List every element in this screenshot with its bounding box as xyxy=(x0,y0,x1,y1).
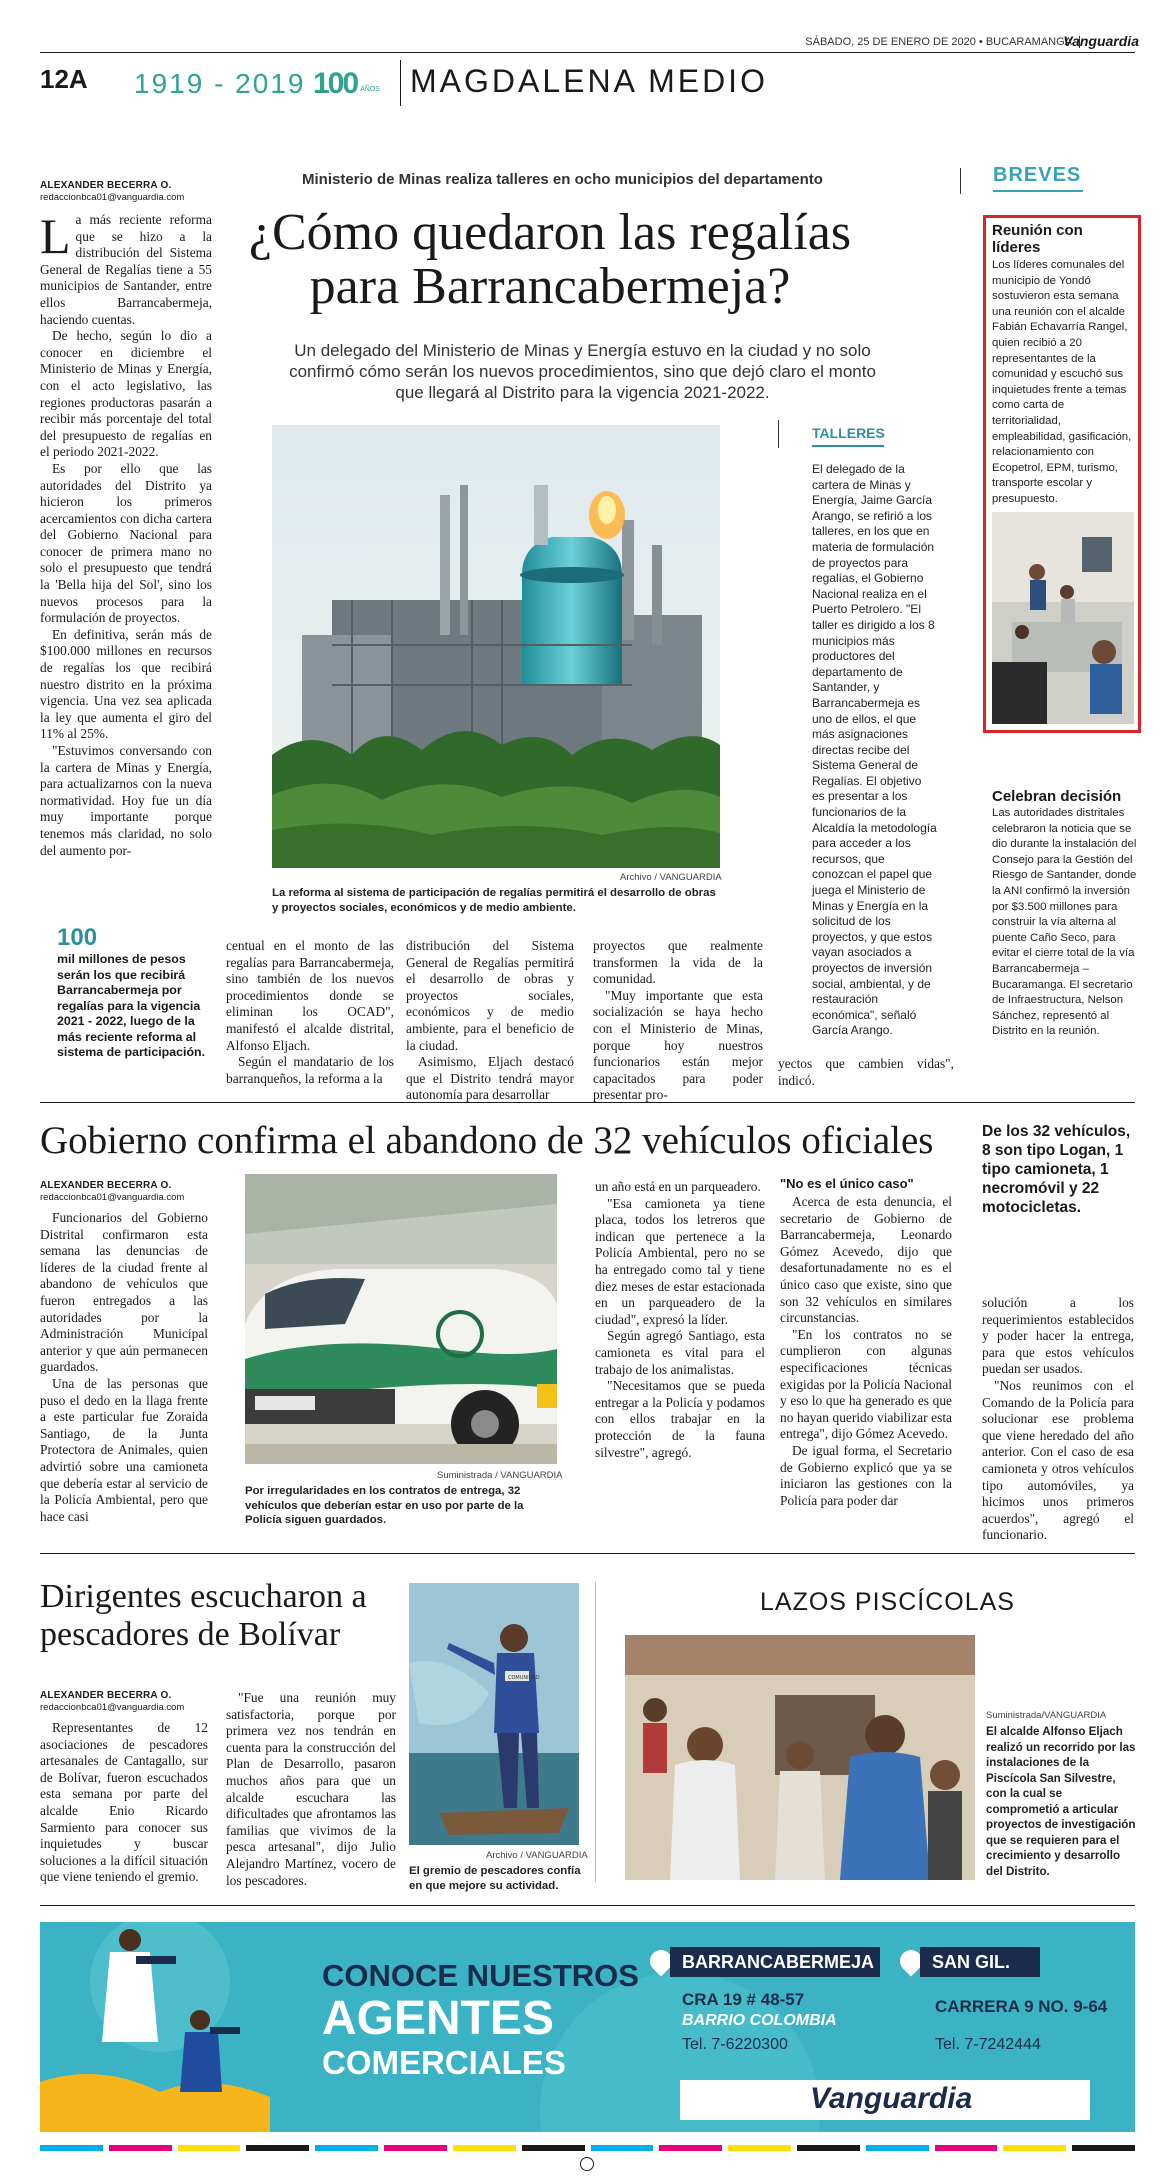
vehicles-col5: solución a los requerimientos establecidos y poder hacer la entrega, para que estos vehículos puedan ser usados. "Nos reunimos con el Comando de la Policía para solucionar ese problema que viene heredado del año anterior. Con el caso de esa camioneta y otros vehículos tipo automóviles, ya hicimos unos primeros acuerdos", agregó el funcionario. xyxy=(982,1295,1134,1543)
talleres-text: El delegado de la cartera de Minas y Energía, Jaime García Arango, se refirió a los talleres, en los que en materia de formulación de proyectos para regalías, el Gobierno Nacional realiza en el Puerto Petrolero. "El taller es dirigido a los 8 municipios más productores del departamento de Santander, y Barrancabermeja es uno de ellos, el que más asignaciones directas recibe del Sistema General de Regalías. El objetivo es presentar a los funcionarios de la Alcaldía la metodología para acceder a los recursos, que conozcan el papel que juega el Ministerio de Minas y Energía en la solicitud de los proyectos, y que estos vayan asociados a proyectos de inversión social, ambiental, y de restauración económica", señaló García Arango. xyxy=(812,462,937,1038)
section-rule-1 xyxy=(40,1102,1135,1103)
main-deck: Un delegado del Ministerio de Minas y Energía estuvo en la ciudad y no solo confirmó cómo serán los nuevos procedimientos, sino que dejó claro el monto que llegará al Distrito para la vigencia 2021-2022. xyxy=(289,341,876,402)
main-col5: yectos que cambien vidas", indicó. xyxy=(778,1056,954,1088)
ad-line2: AGENTES xyxy=(322,1992,555,2045)
ad-city1: BARRANCABERMEJA xyxy=(682,1952,875,1972)
fisherman-photo-credit: Archivo / VANGUARDIA xyxy=(486,1850,588,1861)
main-headline: ¿Cómo quedaron las regalías para Barrancabermeja? xyxy=(248,204,852,315)
vehicles-headline: Gobierno confirma el abandono de 32 vehículos oficiales xyxy=(40,1119,934,1162)
ad-addr2: CARRERA 9 NO. 9-64 xyxy=(935,1997,1108,2016)
registration-target-icon xyxy=(580,2157,594,2171)
fisherman-photo-caption: El gremio de pescadores confía en que mejore su actividad. xyxy=(409,1865,581,1892)
breves-item2-title: Celebran decisión xyxy=(992,788,1122,805)
meeting-photo xyxy=(992,512,1134,724)
ad-tel2: Tel. 7-7242444 xyxy=(935,2036,1041,2053)
fisherman-photo xyxy=(409,1583,579,1845)
vehicles-col3: un año está en un parqueadero. "Esa camioneta ya tiene placa, todos los letreros que indican que pertenece a la Policía Ambiental, pero no se ha entregado como tal y tiene diez meses de estar estacionada en un parqueadero de la ciudad", expresó la líder. Según agregó Santiago, esta camioneta es vital para el trabajo de los animalistas. "Necesitamos que se pueda entregar a la Policía y podamos con ellos trabajar en la protección de la fauna silvestre", agregó. xyxy=(595,1179,765,1460)
vehicles-col4: Acerca de esta denuncia, el secretario de Gobierno de Barrancabermeja, Leonardo Gómez Acevedo, dijo que desafortunadamente no es el único caso que existe, sino que son 32 vehículos en similares circunstancias. "En los contratos no se cumplieron con algunas especificaciones técnicas exigidas por la Policía Nacional y eso lo que ha generado es que no hayan querido viabilizar esta entrega", dijo Gómez Acevedo. De igual forma, el Secretario de Gobierno explicó que ya se iniciaron las gestiones con la Policía para poder dar xyxy=(780,1194,952,1508)
breves-item1-title: Reunión con líderes xyxy=(992,222,1083,256)
ad-banner[interactable] xyxy=(40,1922,1135,2132)
fishermen-col1: Representantes de 12 asociaciones de pescadores artesanales de Cantagallo, sur de Bolívar, fueron escuchados esta semana por parte del alcalde Enio Ricardo Sarmiento para conocer sus inquietudes y buscar soluciones a la difícil situación que viene teniendo el gremio. xyxy=(40,1720,208,1885)
main-col4: proyectos que realmente transformen la vida de la comunidad. "Muy importante que esta socialización se haya hecho con el Ministerio de Minas, porque hoy nuestros funcionarios están mejor capacitados para poder presentar pro- xyxy=(593,938,763,1103)
main-byline-email: redaccionbca01@vanguardia.com xyxy=(40,192,185,203)
lazos-illustration xyxy=(625,1635,975,1880)
fishermen-byline-email: redaccionbca01@vanguardia.com xyxy=(40,1702,185,1713)
lazos-vertical-rule xyxy=(595,1582,596,1882)
dropcap: L xyxy=(40,208,71,264)
print-registration-strip xyxy=(40,2145,1135,2151)
vehicles-byline-email: redaccionbca01@vanguardia.com xyxy=(40,1192,185,1203)
ad-line1: CONOCE NUESTROS xyxy=(322,1958,639,1993)
ad-barrio1: BARRIO COLOMBIA xyxy=(682,2012,837,2029)
years-label: 1919 - 2019 xyxy=(134,68,306,99)
breves-item2-text: Las autoridades distritales celebraron la noticia que se dio durante la instalación del Consejo para la Gestión del Riesgo de Santander, donde la ANI confirmó la inversión por $3.500 millones para construir la vía alterna al puente Caño Seco, para evitar el cierre total de la vía Barrancabermeja – Bucaramanga. El secretario de Infraestructura, Nelson Sánchez, representó al Distrito en la reunión. xyxy=(992,807,1137,1038)
refinery-photo-credit: Archivo / VANGUARDIA xyxy=(620,872,722,883)
fisherman-illustration xyxy=(409,1583,579,1845)
breves-title: BREVES xyxy=(993,164,1082,186)
ad-addr1: CRA 19 # 48-57 xyxy=(682,1990,805,2009)
breves-underline xyxy=(993,190,1083,192)
breves-marker xyxy=(960,168,961,194)
main-col3: distribución del Sistema General de Regalías permitirá el desarrollo de obras y proyectos sociales, económicos y de medio ambiente, para el beneficio de la ciudad. Asimismo, Eljach destacó que el Distrito tendrá mayor autonomía para desarrollar xyxy=(406,938,574,1103)
stat-number: 100 xyxy=(57,924,98,951)
truck-photo-credit: Suministrada / VANGUARDIA xyxy=(437,1470,563,1481)
meeting-illustration xyxy=(992,512,1134,724)
ad-brand: Vanguardia xyxy=(810,2082,973,2115)
vehicles-byline-name: ALEXANDER BECERRA O. xyxy=(40,1180,172,1191)
main-col1: La más reciente reforma que se hizo a la distribución del Sistema General de Regalías tiene a 55 municipios de Santander, entre ellos Barrancabermeja, haciendo cuentas. De hecho, según lo dio a conocer en diciembre el Ministerio de Minas y Energía, con el acto legislativo, las regiones productoras pasarán a recibir más porcentaje del total del presupuesto de regalías en el periodo 2021-2022. Es por ello que las autoridades del Distrito ya hicieron los primeros acercamientos con dicha cartera del Gobierno Nacional para conocer de primera mano no solo el presupuesto que tendrá la 'Bella hija del Sol', sino los nuevos procesos para la formulación de proyectos. En definitiva, serán más de $100.000 millones en recursos de regalías los que recibirá nuestro distrito en la próxima vigencia. Una vez sea aplicada la ley que aumenta el giro del 11% al 25%. "Estuvimos conversando con la cartera de Minas y Energía, para actualizarnos con la nueva normatividad. Hoy fue un día muy importante porque tenemos más claridad, no solo del aumento por- xyxy=(40,208,212,858)
talleres-title: TALLERES xyxy=(812,425,885,441)
vehicles-col1: Funcionarios del Gobierno Distrital confirmaron esta semana las denuncias de líderes de la ciudad frente al abandono de vehículos que fueron entregados a las autoridades por la Administración Municipal anterior y que aún permanecen guardados. Una de las personas que puso el dedo en la llaga frente a este particular fue Zoraida Santiago, de la Junta Protectora de Animales, quien advirtió sobre una camioneta que debería estar al servicio de la Policía Ambiental, pero que hace casi xyxy=(40,1210,208,1524)
refinery-photo xyxy=(272,425,720,868)
truck-illustration xyxy=(245,1174,557,1464)
fishermen-col2: "Fue una reunión muy satisfactoria, porque por primera vez nos tendrán en cuenta para la construcción del Plan de Desarrollo, pasaron muchos años para que un alcalde escuchara las dificultades que afrontamos las familias que vivimos de la pesca artesanal", dijo Julio Alejandro Martínez, vocero de los pescadores. xyxy=(226,1690,396,1888)
fishermen-byline-name: ALEXANDER BECERRA O. xyxy=(40,1690,172,1701)
vehicles-subhead: "No es el único caso" xyxy=(780,1176,914,1191)
date-line: SÁBADO, 25 DE ENERO DE 2020 • BUCARAMANGA xyxy=(805,36,1072,48)
centenary-logo xyxy=(313,64,380,104)
fishermen-headline: Dirigentes escucharon a pescadores de Bolívar xyxy=(40,1578,367,1653)
stat-text: mil millones de pesos serán los que recibirá Barrancabermeja por regalías para la vigencia 2021 - 2022, luego de la más reciente reforma al sistema de participación. xyxy=(57,952,206,1059)
talleres-marker xyxy=(778,420,779,448)
ad-tel1: Tel. 7-6220300 xyxy=(682,2036,788,2053)
truck-photo xyxy=(245,1174,557,1464)
lazos-caption: El alcalde Alfonso Eljach realizó un recorrido por las instalaciones de la Piscícola San Silvestre, con la cual se comprometió a articular proyectos de investigación que se requieren para el crecimiento y desarrollo del Distrito. xyxy=(986,1725,1136,1878)
section-title: MAGDALENA MEDIO xyxy=(410,63,768,99)
centenary-sub: AÑOS xyxy=(360,85,380,93)
main-byline-name: ALEXANDER BECERRA O. xyxy=(40,180,172,191)
header-brand: Vanguardia xyxy=(1063,33,1139,49)
main-kicker: Ministerio de Minas realiza talleres en ocho municipios del departamento xyxy=(302,171,823,188)
lazos-title: LAZOS PISCÍCOLAS xyxy=(760,1588,1015,1616)
lazos-photo xyxy=(625,1635,975,1880)
refinery-photo-caption: La reforma al sistema de participación de regalías permitirá el desarrollo de obras y proyectos sociales, económicos y de medio ambiente. xyxy=(272,887,716,914)
breves-item1-text: Los líderes comunales del municipio de Yondó sostuvieron esta semana una reunión con el alcalde Fabián Echavarría Rangel, quien recibió a 20 representantes de la comunidad y escuchó sus inquietudes frente a temas como carta de territorialidad, empleabilidad, gasificación, relacionamiento con Ecopetrol, EPM, turismo, transporte escolar y presupuesto. xyxy=(992,259,1132,505)
centenary-number: 100 xyxy=(313,67,358,100)
ad-line3: COMERCIALES xyxy=(322,2044,566,2081)
talleres-underline xyxy=(812,445,884,447)
header-top-rule xyxy=(40,52,1135,53)
refinery-illustration xyxy=(272,425,720,868)
ad-city2: SAN GIL. xyxy=(932,1952,1011,1972)
main-col2: centual en el monto de las regalías para Barrancabermeja, sino también de los nuevos procedimientos donde se eliminan los OCAD", manifestó el alcalde distrital, Alfonso Eljach. Según el mandatario de los barranqueños, la reforma a la xyxy=(226,938,394,1086)
lazos-photo-credit: Suministrada/VANGUARDIA xyxy=(986,1710,1107,1721)
page-number: 12A xyxy=(40,64,88,94)
truck-photo-caption: Por irregularidades en los contratos de entrega, 32 vehículos que deberían estar en uso por parte de la Policía siguen guardados. xyxy=(245,1485,524,1526)
shirt-text: COMUNIDAD xyxy=(508,1675,540,1681)
vehicles-pull-quote: De los 32 vehículos, 8 son tipo Logan, 1 tipo camioneta, 1 necromóvil y 22 motocicletas. xyxy=(982,1123,1131,1216)
section-rule-2 xyxy=(40,1553,1135,1554)
header-vertical-divider xyxy=(400,60,401,106)
section-rule-3 xyxy=(40,1905,1135,1906)
